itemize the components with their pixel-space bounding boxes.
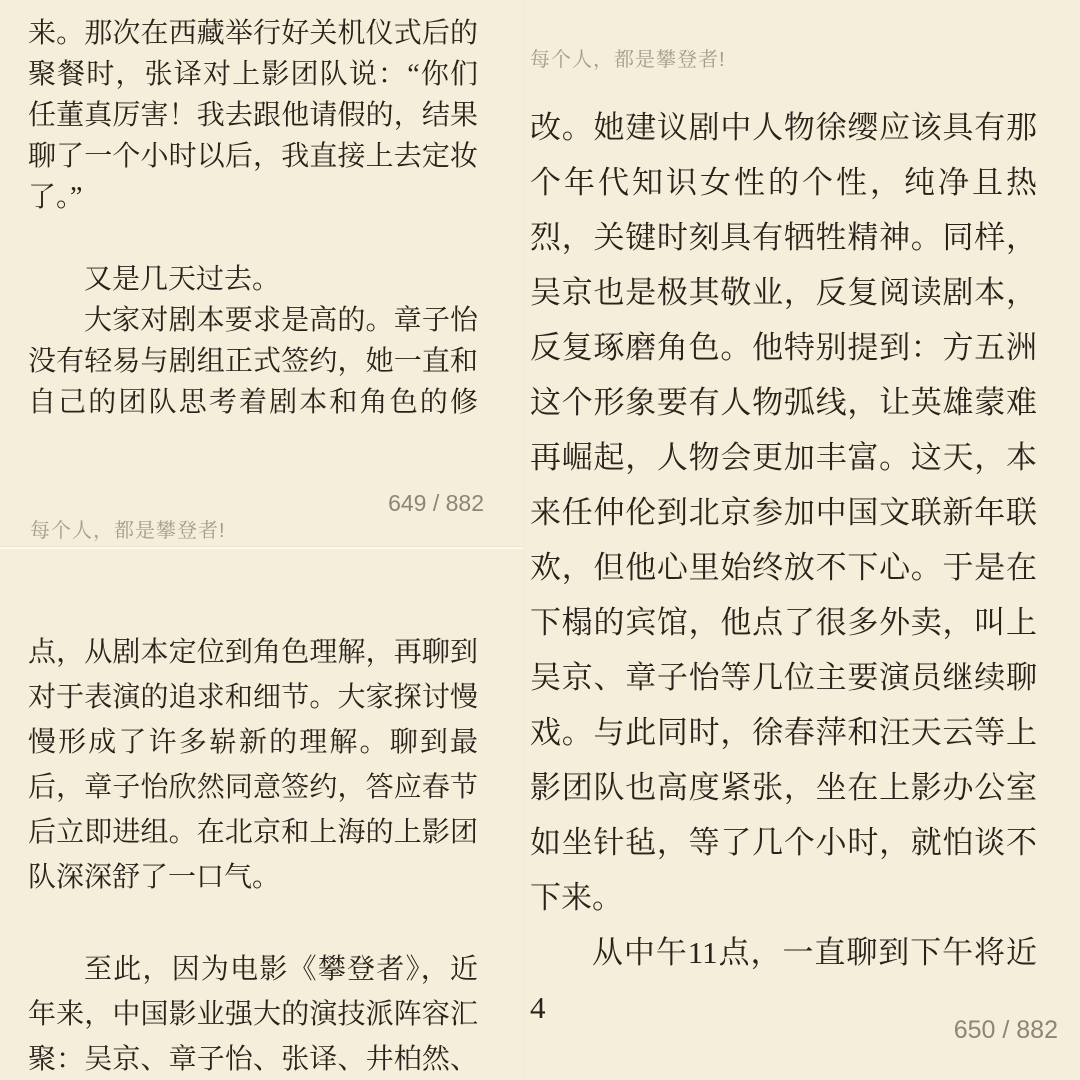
page-649-text: [28, 13, 478, 423]
page-650-start-text: [28, 630, 478, 1080]
text-line: 烈，关键时刻具有牺牲精神。同样，: [530, 220, 1037, 255]
text-line: 下榻的宾馆，他点了很多外卖，叫上: [530, 605, 1037, 640]
text-line: 戏。与此同时，徐春萍和汪天云等上: [530, 715, 1037, 750]
text-line: 后立即进组。在北京和上海的上影团: [28, 817, 478, 848]
text-line: 这个形象要有人物弧线，让英雄蒙难: [530, 385, 1037, 420]
text-line: 欢，但他心里始终放不下心。于是在: [530, 550, 1037, 585]
text-line: 改。她建议剧中人物徐缨应该具有那: [530, 110, 1037, 145]
text-line: 自己的团队思考着剧本和角色的修: [28, 387, 478, 418]
page-indicator-650: 650 / 882: [953, 1016, 1058, 1044]
text-line: 点，从剧本定位到角色理解，再聊到: [28, 637, 478, 668]
text-line: 从中午11点，一直聊到下午将近4: [530, 935, 1037, 1025]
text-line: 又是几天过去。: [84, 264, 281, 295]
text-line: 慢形成了许多崭新的理解。聊到最: [28, 727, 478, 758]
page-650-text: [530, 100, 1037, 1035]
reader-page-650[interactable]: [523, 0, 1080, 1080]
text-line: 任董真厉害！我去跟他请假的，结果: [28, 100, 478, 131]
text-line: 了。”: [28, 182, 83, 213]
text-line: 后，章子怡欣然同意签约，答应春节: [28, 772, 478, 803]
text-line: 至此，因为电影《攀登者》，近: [84, 954, 478, 985]
text-line: 来任仲伦到北京参加中国文联新年联: [530, 495, 1037, 530]
reader-page-649[interactable]: [0, 0, 523, 547]
text-line: 如坐针毡，等了几个小时，就怕谈不: [530, 825, 1037, 860]
text-line: 反复琢磨角色。他特别提到：方五洲: [530, 330, 1037, 365]
text-line: 来。那次在西藏举行好关机仪式后的: [28, 18, 478, 49]
text-line: 聚：吴京、章子怡、张译、井柏然、: [28, 1044, 478, 1075]
text-line: 对于表演的追求和细节。大家探讨慢: [28, 682, 478, 713]
text-line: 再崛起，人物会更加丰富。这天，本: [530, 440, 1037, 475]
text-line: 影团队也高度紧张，坐在上影办公室: [530, 770, 1037, 805]
chapter-header-label: 每个人，都是攀登者!: [30, 520, 226, 542]
text-line: 没有轻易与剧组正式签约，她一直和: [28, 346, 478, 377]
text-line: 年来，中国影业强大的演技派阵容汇: [28, 999, 478, 1030]
chapter-header-label: 每个人，都是攀登者!: [530, 49, 726, 71]
text-line: 队深深舒了一口气。: [28, 862, 281, 893]
text-line: 聚餐时，张译对上影团队说：“你们: [28, 59, 478, 90]
text-line: 吴京也是极其敬业，反复阅读剧本，: [530, 275, 1037, 310]
text-line: 大家对剧本要求是高的。章子怡: [84, 305, 478, 336]
text-line: 下来。: [530, 880, 623, 915]
page-indicator-649: 649 / 882: [388, 490, 484, 516]
text-line: 聊了一个小时以后，我直接上去定妆: [28, 141, 478, 172]
text-line: 吴京、章子怡等几位主要演员继续聊: [530, 660, 1037, 695]
text-line: 个年代知识女性的个性，纯净且热: [530, 165, 1037, 200]
reader-page-650-start[interactable]: [0, 520, 523, 1080]
